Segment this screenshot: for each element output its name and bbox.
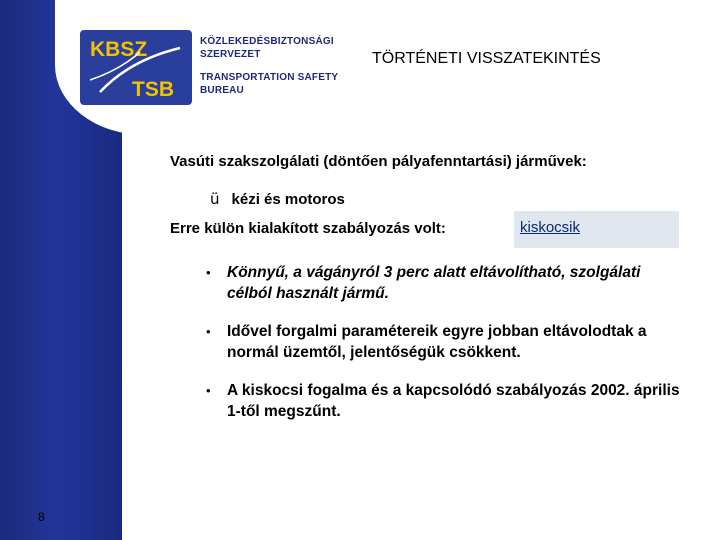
- org-name-en-line2: BUREAU: [200, 85, 244, 96]
- kbsz-tsb-logo: [80, 30, 192, 105]
- bullet-list: [206, 262, 686, 439]
- bullet-text: Könnyű, a vágányról 3 perc alatt eltávolítható, szolgálati célból használt jármű.: [227, 264, 641, 302]
- bullet-icon: •: [206, 324, 211, 339]
- kiskocsik-link[interactable]: kiskocsik: [520, 219, 581, 236]
- page-number: 8: [38, 510, 45, 524]
- sub-item-text: kézi és motoros: [231, 191, 345, 208]
- bullet-icon: •: [206, 383, 211, 398]
- list-item: [206, 262, 686, 304]
- org-name-hu-line1: KÖZLEKEDÉSBIZTONSÁGI: [200, 36, 334, 47]
- intro-text: Vasúti szakszolgálati (döntően pályafenntartási) járművek:: [170, 153, 587, 170]
- highlight-box: [514, 211, 679, 248]
- sub-item: [210, 190, 345, 208]
- checkmark-icon: ü: [210, 190, 220, 208]
- logo-acronym-bottom: TSB: [132, 78, 174, 101]
- bullet-text: Idővel forgalmi paramétereik egyre jobban eltávolodtak a normál üzemtől, jelentőségük csökkent.: [227, 323, 647, 361]
- bullet-icon: •: [206, 265, 211, 280]
- logo-acronym-top: KBSZ: [90, 38, 148, 61]
- list-item: [206, 380, 686, 422]
- list-item: [206, 321, 686, 363]
- organization-name: [200, 35, 338, 97]
- org-name-en-line1: TRANSPORTATION SAFETY: [200, 72, 339, 83]
- org-name-hu-line2: SZERVEZET: [200, 49, 261, 60]
- rule-text: Erre külön kialakított szabályozás volt:: [170, 220, 446, 237]
- bullet-text: A kiskocsi fogalma és a kapcsolódó szabályozás 2002. április 1-től megszűnt.: [227, 382, 680, 420]
- slide-title: TÖRTÉNETI VISSZATEKINTÉS: [372, 50, 601, 67]
